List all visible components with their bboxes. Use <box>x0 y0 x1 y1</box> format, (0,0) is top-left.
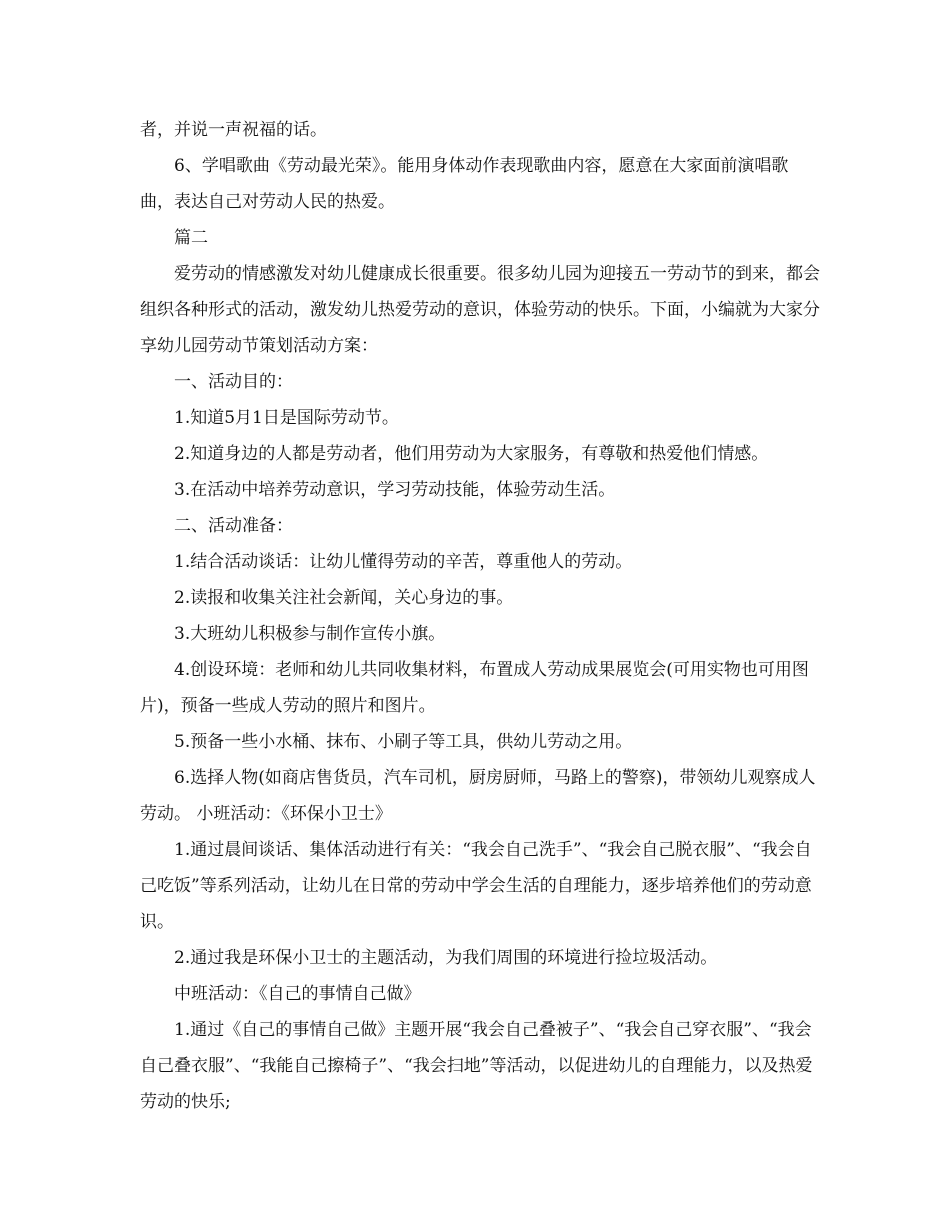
paragraph: 6、学唱歌曲《劳动最光荣》。能用身体动作表现歌曲内容，愿意在大家面前演唱歌曲，表达自己对劳动人民的热爱。 <box>140 156 789 212</box>
section-heading: 二、活动准备： <box>174 516 293 536</box>
section-heading: 篇二 <box>174 228 208 248</box>
list-item: 5.预备一些小水桶、抹布、小刷子等工具，供幼儿劳动之用。 <box>174 732 633 752</box>
list-item: 3.在活动中培养劳动意识，学习劳动技能，体验劳动生活。 <box>174 480 616 500</box>
list-item: 1.通过《自己的事情自己做》主题开展“我会自己叠被子”、“我会自己穿衣服”、“我会自己叠衣服”、“我能自己擦椅子”、“我会扫地”等活动，以促进幼儿的自理能力，以及热爱劳动的快乐; <box>140 1020 813 1112</box>
list-item: 1.结合活动谈话：让幼儿懂得劳动的辛苦，尊重他人的劳动。 <box>174 552 633 572</box>
list-item: 2.知道身边的人都是劳动者，他们用劳动为大家服务，有尊敬和热爱他们情感。 <box>174 444 769 464</box>
list-item: 4.创设环境：老师和幼儿共同收集材料，布置成人劳动成果展览会(可用实物也可用图片)，预备一些成人劳动的照片和图片。 <box>140 660 809 716</box>
list-item: 6.选择人物(如商店售货员，汽车司机，厨房厨师，马路上的警察)，带领幼儿观察成人劳动。 小班活动：《环保小卫士》 <box>140 768 816 824</box>
section-heading: 一、活动目的： <box>174 372 293 392</box>
paragraph: 者，并说一声祝福的话。 <box>140 120 327 140</box>
list-item: 2.通过我是环保小卫士的主题活动，为我们周围的环境进行捡垃圾活动。 <box>174 948 718 968</box>
list-item: 1.知道5月1日是国际劳动节。 <box>174 408 399 428</box>
section-heading: 中班活动：《自己的事情自己做》 <box>174 984 421 1004</box>
list-item: 1.通过晨间谈话、集体活动进行有关：“我会自己洗手”、“我会自己脱衣服”、“我会自己吃饭”等系列活动，让幼儿在日常的劳动中学会生活的自理能力，逐步培养他们的劳动意识。 <box>140 840 812 932</box>
document-body <box>140 112 820 1120</box>
list-item: 3.大班幼儿积极参与制作宣传小旗。 <box>174 624 446 644</box>
list-item: 2.读报和收集关注社会新闻，关心身边的事。 <box>174 588 514 608</box>
paragraph: 爱劳动的情感激发对幼儿健康成长很重要。很多幼儿园为迎接五一劳动节的到来，都会组织各种形式的活动，激发幼儿热爱劳动的意识，体验劳动的快乐。下面，小编就为大家分享幼儿园劳动节策划活动方案： <box>140 264 820 356</box>
